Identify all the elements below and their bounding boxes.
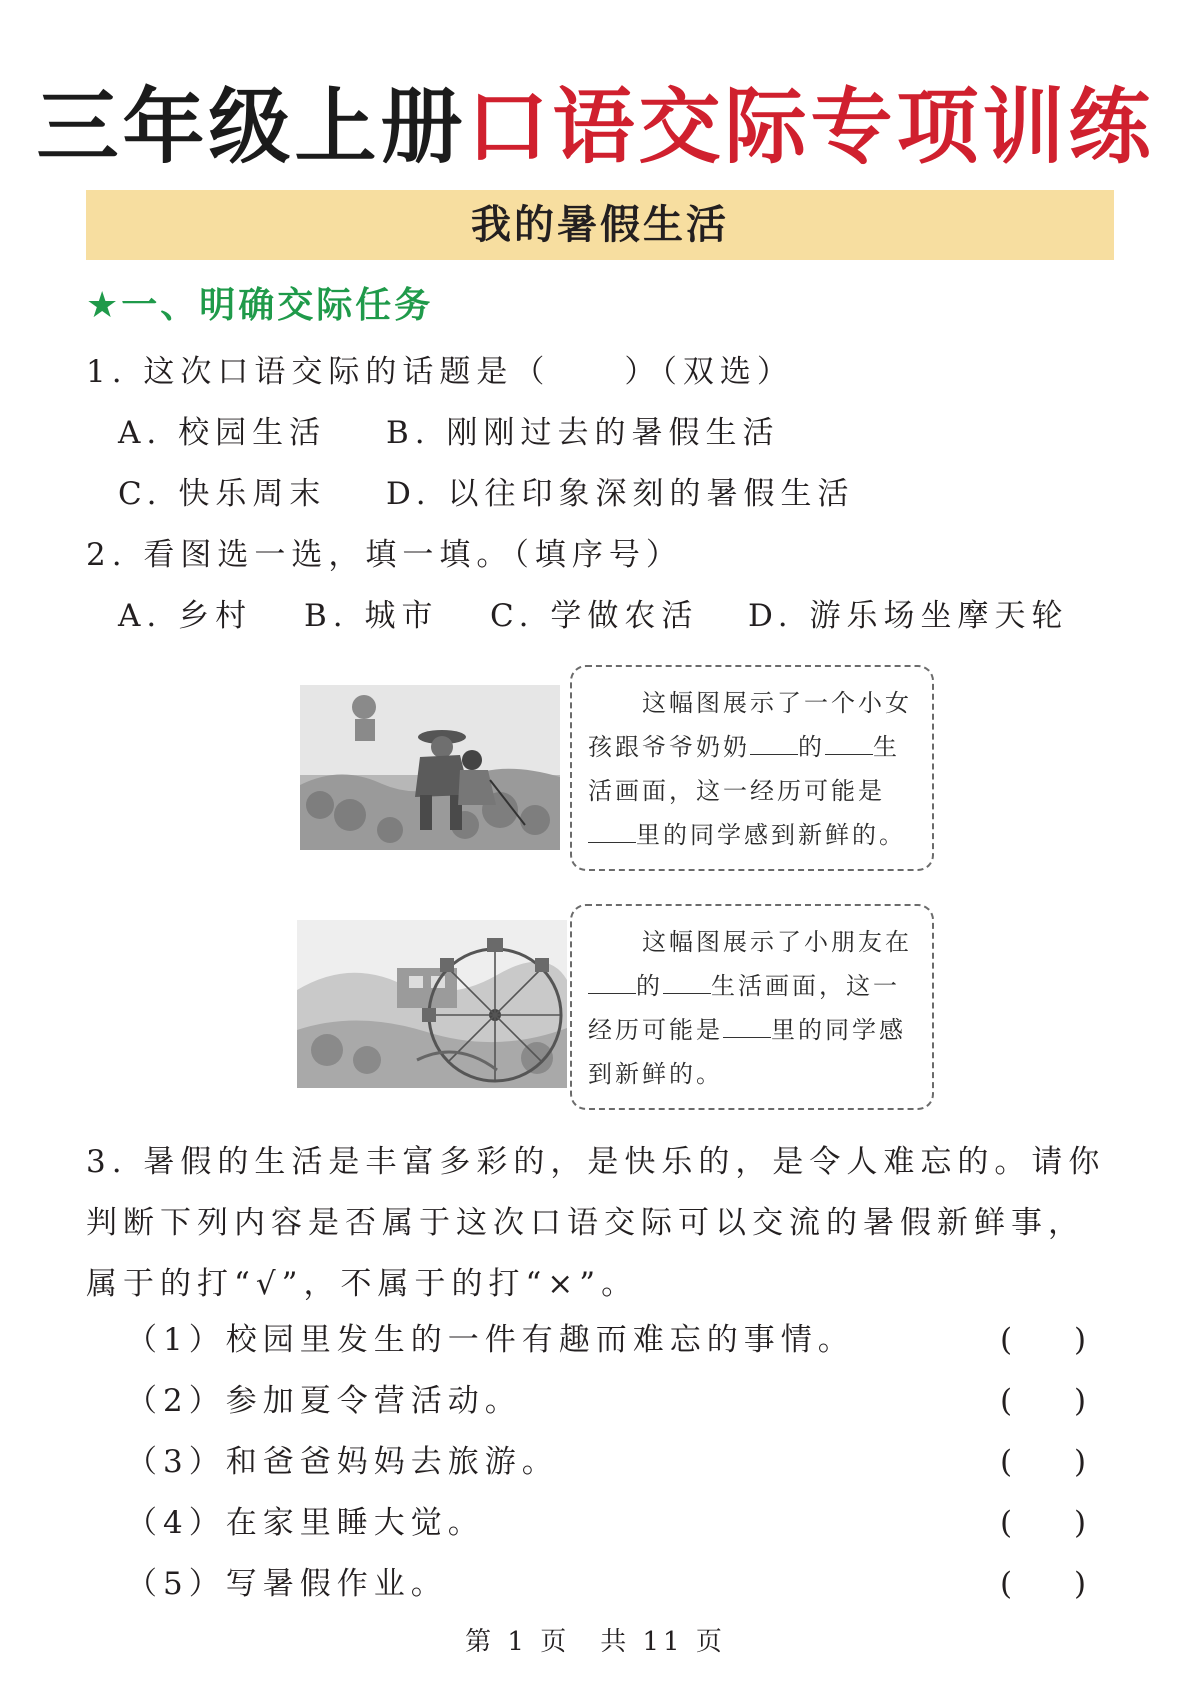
q3-item-1: （1）校园里发生的一件有趣而难忘的事情。 [126,1322,855,1358]
caption2-text-1: 这幅图展示了小朋友在 [642,928,912,956]
caption1-text-2: 的 [798,733,825,761]
farm-illustration [300,685,560,850]
q2-stem: 2. 看图选一选，填一填。（填序号） [86,537,683,573]
caption-box-farm [570,665,934,871]
caption2-text-3: 生活画面，这一经历可能是 [588,972,900,1044]
q1-option-c: C. 快乐周末 [118,476,327,512]
q3-item-3: （3）和爸爸妈妈去旅游。 [126,1444,559,1480]
q3-answer-5[interactable]: ( ) [1000,1566,1113,1602]
q2-option-c: C. 学做农活 [490,598,699,634]
page-title [0,78,1191,178]
caption2-blank-3[interactable] [723,1013,771,1038]
q1-option-a: A. 校园生活 [118,415,327,451]
caption1-text-3: 生活画面，这一经历可能是 [588,733,900,805]
q2-option-a: A. 乡村 [118,598,253,634]
caption1-blank-1[interactable] [750,730,798,755]
q3-answer-3[interactable]: ( ) [1000,1444,1113,1480]
ferris-wheel-illustration [297,920,567,1088]
q1-option-d: D. 以往印象深刻的暑假生活 [386,476,855,512]
caption-box-ferris-wheel [570,904,934,1110]
caption1-blank-3[interactable] [588,818,636,843]
section-heading: ★一、明确交际任务 [86,285,434,326]
q3-answer-2[interactable]: ( ) [1000,1383,1113,1419]
page-footer: 第 1 页 共 11 页 [465,1627,726,1657]
q3-item-2: （2）参加夏令营活动。 [126,1383,522,1419]
q3-item-5: （5）写暑假作业。 [126,1566,448,1602]
caption2-text-2: 的 [636,972,663,1000]
caption1-text-1: 这幅图展示了一个小女孩跟爷爷奶奶 [588,689,912,761]
q3-answer-4[interactable]: ( ) [1000,1505,1113,1541]
q2-option-d: D. 游乐场坐摩天轮 [748,598,1069,634]
title-part-grade: 三年级上册 [36,80,467,175]
topic-banner: 我的暑假生活 [86,190,1114,260]
q1-stem: 1. 这次口语交际的话题是（ ）（双选） [86,354,794,390]
q1-option-b: B. 刚刚过去的暑假生活 [386,415,780,451]
q3-stem: 3. 暑假的生活是丰富多彩的，是快乐的，是令人难忘的。请你判断下列内容是否属于这次口语交际可以交流的暑假新鲜事，属于的打“√”，不属于的打“×”。 [86,1144,1106,1302]
caption2-blank-1[interactable] [588,969,636,994]
title-part-subject: 口语交际专项训练 [466,80,1155,175]
q3-answer-1[interactable]: ( ) [1000,1322,1113,1358]
caption2-text-4: 里的同学感到新鲜的。 [588,1016,906,1088]
q3-item-4: （4）在家里睡大觉。 [126,1505,485,1541]
caption2-blank-2[interactable] [663,969,711,994]
caption1-text-4: 里的同学感到新鲜的。 [636,821,906,849]
q2-option-b: B. 城市 [304,598,439,634]
caption1-blank-2[interactable] [825,730,873,755]
